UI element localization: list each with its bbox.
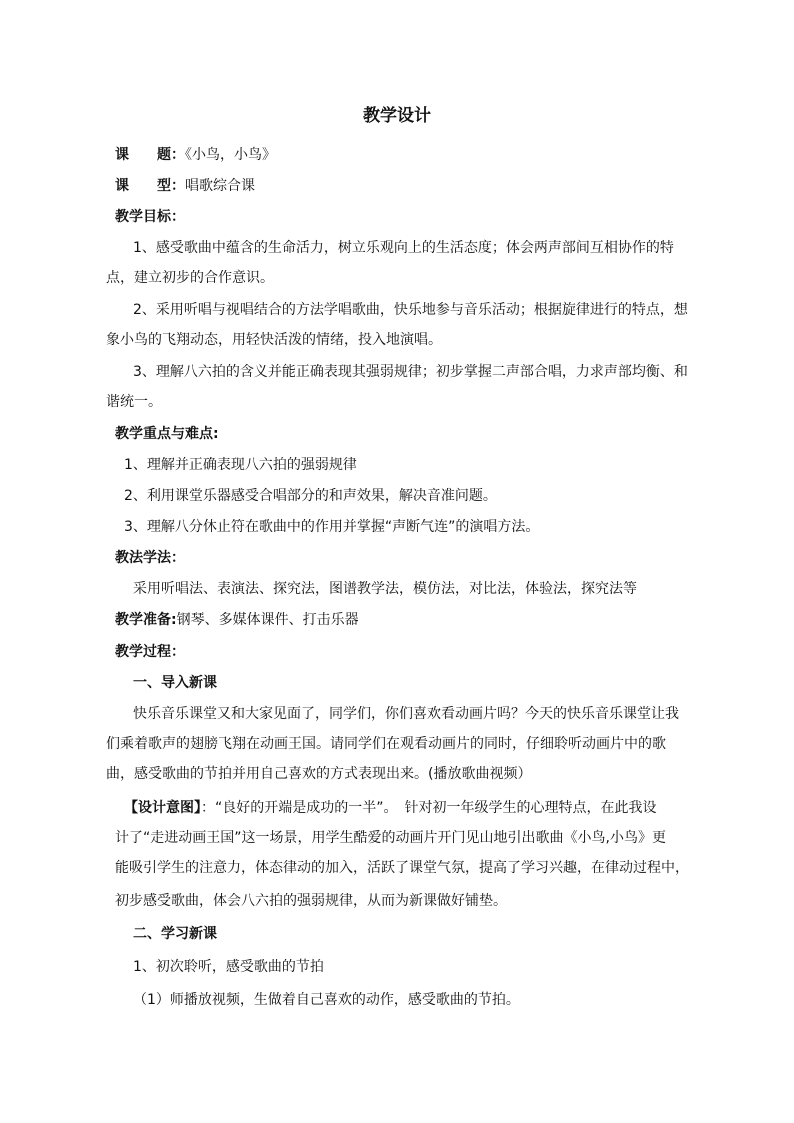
key-point-2: 2、利用课堂乐器感受合唱部分的和声效果，解决音准问题。 bbox=[124, 488, 497, 504]
key-point-3: 3、理解八分休止符在歌曲中的作用并掌握“声断气连”的演唱方法。 bbox=[124, 519, 540, 535]
design-intent-label: 【设计意图】 bbox=[124, 800, 201, 816]
preparation-row bbox=[115, 610, 359, 630]
objective-1-line-2: 点，建立初步的合作意识。 bbox=[106, 270, 274, 286]
topic-label: 课 题： bbox=[115, 147, 185, 163]
section-2-heading: 二、学习新课 bbox=[133, 926, 217, 942]
process-heading: 教学过程： bbox=[115, 644, 185, 660]
step-1-sub-1: （1）师播放视频，生做着自己喜欢的动作，感受歌曲的节拍。 bbox=[133, 992, 520, 1008]
objective-1-line-1: 1、感受歌曲中蕴含的生命活力，树立乐观向上的生活态度；体会两声部间互相协作的特 bbox=[133, 240, 674, 256]
design-intent-line-3: 能吸引学生的注意力，体态律动的加入，活跃了课堂气氛，提高了学习兴趣，在律动过程中， bbox=[115, 860, 689, 876]
document-title: 教学设计 bbox=[363, 106, 431, 126]
key-point-1: 1、理解并正确表现八六拍的强弱规律 bbox=[124, 457, 357, 473]
objective-2-line-1: 2、采用听唱与视唱结合的方法学唱歌曲，快乐地参与音乐活动；根据旋律进行的特点，想 bbox=[133, 302, 688, 318]
lesson-type-value: 唱歌综合课 bbox=[185, 178, 255, 194]
design-intent-line-2: 计了“走进动画王国”这一场景，用学生酷爱的动画片开门见山地引出歌曲《小鸟,小鸟》更 bbox=[115, 830, 666, 846]
section-1-heading: 一、导入新课 bbox=[133, 675, 217, 691]
preparation-value: 钢琴、多媒体课件、打击乐器 bbox=[176, 612, 359, 628]
intro-paragraph-line-3: 曲，感受歌曲的节拍并用自己喜欢的方式表现出来。(播放歌曲视频） bbox=[106, 766, 532, 782]
objective-3-line-1: 3、理解八六拍的含义并能正确表现其强弱规律；初步掌握二声部合唱，力求声部均衡、和 bbox=[133, 364, 688, 380]
design-intent-line-1 bbox=[124, 798, 657, 818]
objective-3-line-2: 谐统一。 bbox=[106, 394, 162, 410]
topic-row bbox=[115, 145, 276, 165]
lesson-type-label: 课 型： bbox=[115, 178, 185, 194]
key-points-heading: 教学重点与难点: bbox=[115, 426, 219, 442]
objective-2-line-2: 象小鸟的飞翔动态，用轻快活泼的情绪，投入地演唱。 bbox=[106, 332, 442, 348]
lesson-type-row bbox=[115, 176, 255, 196]
methods-text: 采用听唱法、表演法、探究法，图谱教学法，模仿法，对比法，体验法，探究法等 bbox=[133, 581, 637, 597]
topic-value: 《小鸟，小鸟》 bbox=[185, 147, 276, 163]
intro-paragraph-line-2: 们乘着歌声的翅膀飞翔在动画王国。请同学们在观看动画片的同时，仔细聆听动画片中的歌 bbox=[106, 736, 666, 752]
preparation-label: 教学准备: bbox=[115, 612, 177, 628]
objectives-heading: 教学目标： bbox=[115, 209, 185, 225]
intro-paragraph-line-1: 快乐音乐课堂又和大家见面了，同学们，你们喜欢看动画片吗？今天的快乐音乐课堂让我 bbox=[133, 706, 679, 722]
methods-heading: 教法学法： bbox=[115, 550, 185, 566]
design-intent-line-4: 初步感受歌曲，体会八六拍的强弱规律，从而为新课做好铺垫。 bbox=[115, 893, 507, 909]
design-intent-text: ：“良好的开端是成功的一半”。 针对初一年级学生的心理特点，在此我设 bbox=[201, 800, 657, 816]
step-1: 1、初次聆听，感受歌曲的节拍 bbox=[133, 959, 324, 975]
